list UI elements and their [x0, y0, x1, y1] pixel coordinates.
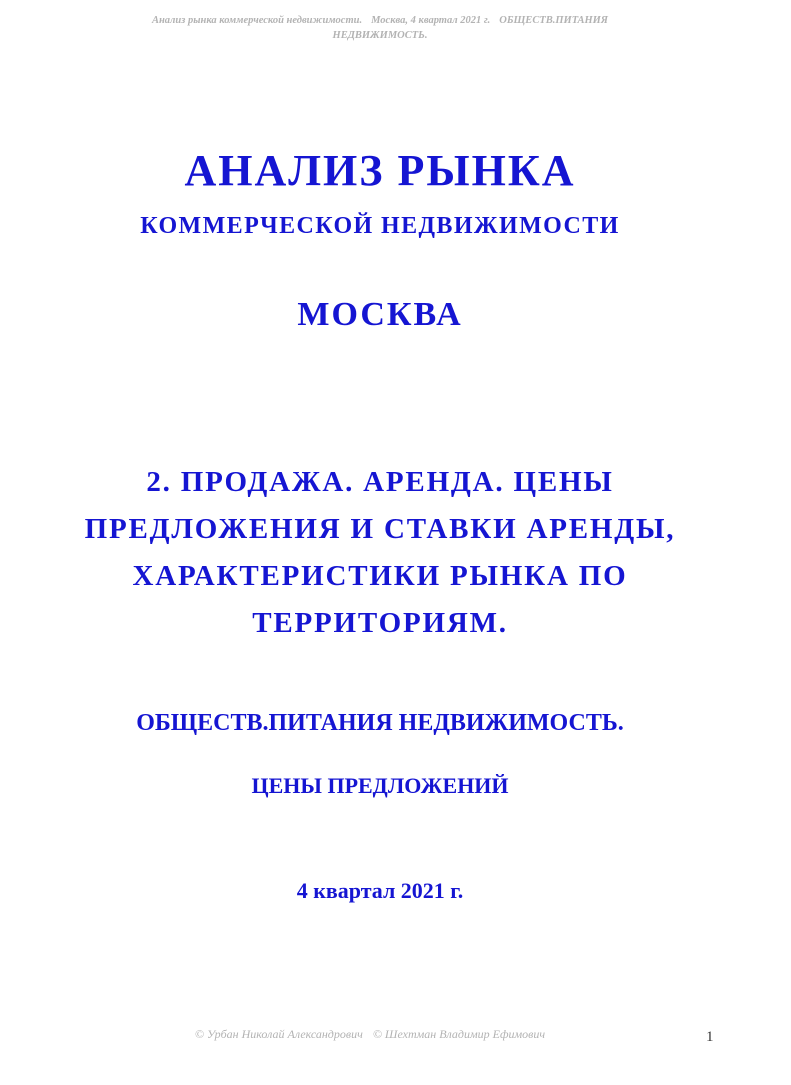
title-subtitle: КОММЕРЧЕСКОЙ НЕДВИЖИМОСТИ — [140, 213, 620, 239]
title-main: АНАЛИЗ РЫНКА — [184, 146, 576, 195]
running-footer — [70, 1026, 670, 1042]
section-title — [30, 459, 730, 647]
subcategory-title: ЦЕНЫ ПРЕДЛОЖЕНИЙ — [251, 773, 509, 798]
header-segment-part1: ОБЩЕСТВ.ПИТАНИЯ — [499, 15, 609, 26]
section-title-line: ПРЕДЛОЖЕНИЯ И СТАВКИ АРЕНДЫ, — [84, 513, 676, 545]
footer-author-2: © Шехтман Владимир Ефимович — [372, 1027, 546, 1041]
header-doc-title: Анализ рынка коммерческой недвижимости. — [151, 15, 363, 26]
header-segment-part2: НЕДВИЖИМОСТЬ. — [332, 30, 428, 41]
footer-author-1: © Урбан Николай Александрович — [194, 1027, 363, 1041]
period-label: 4 квартал 2021 г. — [296, 878, 464, 903]
page-number: 1 — [706, 1029, 714, 1045]
section-title-line: ТЕРРИТОРИЯМ. — [252, 607, 508, 639]
section-title-line: 2. ПРОДАЖА. АРЕНДА. ЦЕНЫ — [146, 466, 614, 498]
category-title: ОБЩЕСТВ.ПИТАНИЯ НЕДВИЖИМОСТЬ. — [136, 710, 624, 736]
title-city: МОСКВА — [297, 296, 463, 333]
header-location-period: Москва, 4 квартал 2021 г. — [371, 15, 491, 26]
running-header — [70, 13, 690, 43]
section-title-line: ХАРАКТЕРИСТИКИ РЫНКА ПО — [132, 560, 628, 592]
